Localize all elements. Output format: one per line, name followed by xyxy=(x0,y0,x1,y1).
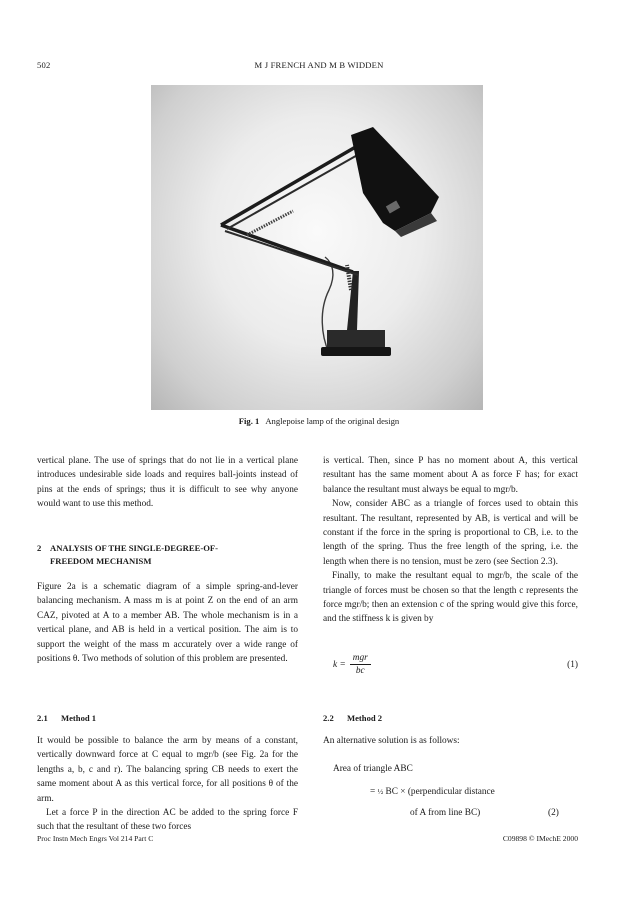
paragraph: Figure 2a is a schematic diagram of a simple spring-and-lever balancing mechanism. A mass m is at point Z on the end of an arm CAZ, pivoted at A to a member AB. The whole mechanism is in a vertical plane, and AB is held in a vertical position. The aim is to support the weight of the mass m accurately over a wide range of positions θ. Two methods of solution of this problem are presented. xyxy=(37,582,298,665)
equation-2-line3: of A from line BC) xyxy=(410,808,481,818)
fraction-numerator: mgr xyxy=(350,652,371,665)
section-number: 2.1 xyxy=(37,713,48,723)
paragraph: Let a force P in the direction AC be added to the spring force F such that the resultant of these two forces xyxy=(37,808,298,833)
right-column xyxy=(323,454,578,627)
equation-lhs: k = xyxy=(333,659,346,670)
page-number: 502 xyxy=(37,60,51,70)
equation-1 xyxy=(333,652,578,677)
section-heading-2-1 xyxy=(37,712,298,725)
figure-caption xyxy=(0,416,638,426)
paragraph: Finally, to make the resultant equal to mgr/b, the scale of the triangle of forces must be chosen so that the length c represents the force mgr/b; then an extension c of the spring would give this force, and the stiffness k is given by xyxy=(323,571,578,625)
equation-2-line2 xyxy=(370,787,495,797)
figure-photo-anglepoise-lamp xyxy=(151,85,483,410)
running-title: M J FRENCH AND M B WIDDEN xyxy=(254,60,384,70)
paragraph: vertical plane. The use of springs that do not lie in a vertical plane introduces undesirable side loads and requires ball-joints instead of pins at the ends of springs; thus it is difficult to see why anyone would want to use this method. xyxy=(37,456,298,510)
equation-2-text: BC × (perpendicular distance xyxy=(385,787,495,797)
equals-sign: = xyxy=(370,787,376,797)
paragraph: It would be possible to balance the arm by means of a constant, vertically downward force at C equal to mgr/b (see Fig. 2a for the lengths a, b, c and r). The balancing spring CB needs to exert the same moment about A as this vertical force, for all positions θ of the arm. xyxy=(37,736,298,804)
section-heading-2 xyxy=(37,542,298,568)
section-number: 2.2 xyxy=(323,713,334,723)
equation-fraction xyxy=(350,652,371,677)
fraction-denominator: bc xyxy=(355,666,365,676)
footer-copyright: C09898 © IMechE 2000 xyxy=(502,834,578,843)
section-title: Method 1 xyxy=(61,713,97,723)
equation-number: (1) xyxy=(567,659,578,670)
equation-number: (2) xyxy=(548,808,559,818)
paragraph: is vertical. Then, since P has no moment about A, this vertical resultant has the same moment about A as force F has; for exact balance the resultant must always be equal to mgr/b. xyxy=(323,456,578,495)
footer-journal: Proc Instn Mech Engrs Vol 214 Part C xyxy=(37,834,154,843)
section-title-line2: FREEDOM MECHANISM xyxy=(50,556,152,566)
fraction-half: ½ xyxy=(377,787,384,796)
section-number: 2 xyxy=(37,543,42,553)
section-2-1-body xyxy=(37,734,298,835)
section-title: Method 2 xyxy=(347,713,383,723)
section-heading-2-2 xyxy=(323,712,578,725)
paragraph: Now, consider ABC as a triangle of forces used to obtain this resultant. The resultant, represented by AB, is vertical and will be constant if the force in the spring is proportional to CB, i.e. to the length of the spring. Thus the free length of the spring, i.e. the length when there is no tension, must be zero (see Section 2.3). xyxy=(323,499,578,567)
paragraph: An alternative solution is as follows: xyxy=(323,736,460,746)
section-2-body xyxy=(37,580,298,666)
equation-2-line1: Area of triangle ABC xyxy=(333,764,413,774)
section-2-2-body xyxy=(323,734,578,748)
figure-caption-text: Anglepoise lamp of the original design xyxy=(265,416,400,426)
left-column xyxy=(37,454,298,512)
figure-label: Fig. 1 xyxy=(238,416,260,426)
section-title-line1: ANALYSIS OF THE SINGLE-DEGREE-OF- xyxy=(50,543,219,553)
